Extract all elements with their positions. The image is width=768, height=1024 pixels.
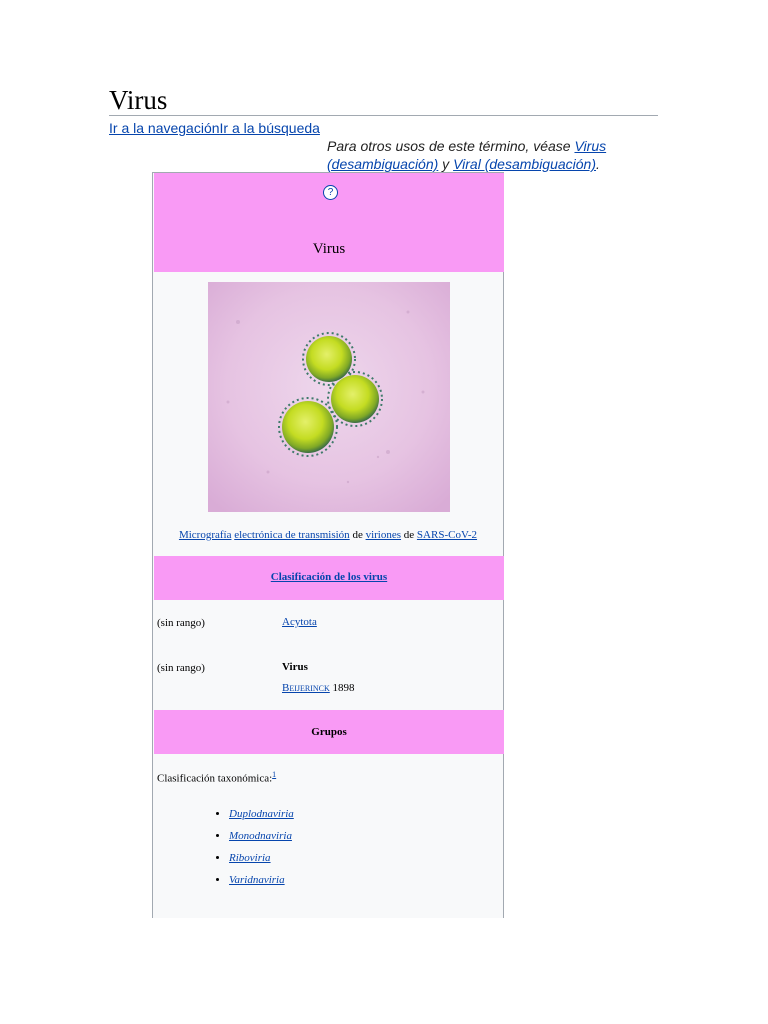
beijerinck-link[interactable]: Beijerinck <box>282 682 330 694</box>
skip-links <box>109 120 320 137</box>
virus-micrograph-icon <box>208 282 450 512</box>
groups-list <box>187 803 294 891</box>
hatnote-prefix: Para otros usos de este término, véase <box>327 138 575 154</box>
classification-header <box>154 571 504 583</box>
list-item <box>229 803 294 825</box>
virus-disambiguation-link[interactable]: Virus (desambiguación) <box>327 138 607 172</box>
skip-to-navigation-link[interactable]: Ir a la navegación <box>109 120 220 136</box>
caption-link-sars-cov-2[interactable]: SARS-CoV-2 <box>416 529 478 541</box>
page-title: Virus <box>109 85 168 115</box>
list-item <box>229 847 294 869</box>
classification-header-band <box>154 556 504 600</box>
hatnote-conjunction: y <box>438 156 454 172</box>
rank-value-1 <box>282 612 317 633</box>
authority-year: 1898 <box>329 682 355 694</box>
infobox <box>152 172 504 918</box>
rank-value-2 <box>282 657 355 699</box>
viral-disambiguation-link[interactable]: Viral (desambiguación) <box>453 156 597 172</box>
monodnaviria-link[interactable]: Monodnaviria <box>229 830 292 842</box>
caption-link-viriones[interactable]: viriones <box>365 529 402 541</box>
infobox-header-band <box>154 173 504 272</box>
caption-text-de-2: de <box>401 529 417 541</box>
list-item <box>229 825 294 847</box>
skip-to-search-link[interactable]: Ir a la búsqueda <box>219 120 320 136</box>
riboviria-link[interactable]: Riboviria <box>229 852 271 864</box>
varidnaviria-link[interactable]: Varidnaviria <box>229 874 285 886</box>
classification-header-link[interactable]: Clasificación de los virus <box>270 571 388 583</box>
caption-link-micrografia[interactable]: Micrografía <box>178 529 232 541</box>
caption-link-electronica[interactable]: electrónica de transmisión <box>234 529 350 541</box>
caption-text-de-1: de <box>349 529 366 541</box>
hatnote <box>327 137 657 173</box>
virus-taxon-name: Virus <box>282 661 308 673</box>
virus-micrograph-image[interactable] <box>208 282 450 512</box>
help-icon[interactable]: ? <box>323 185 338 200</box>
groups-header-band <box>154 710 504 754</box>
micrograph-caption <box>153 528 503 542</box>
title-divider <box>109 115 658 116</box>
taxonomy-label <box>157 770 276 785</box>
taxonomy-label-text: Clasificación taxonómica: <box>157 772 273 785</box>
list-item <box>229 869 294 891</box>
rank-label-1: (sin rango) <box>157 617 205 629</box>
reference-1-link[interactable]: 1 <box>272 770 277 779</box>
acytota-link[interactable]: Acytota <box>282 616 317 628</box>
duplodnaviria-link[interactable]: Duplodnaviria <box>229 808 294 820</box>
infobox-title: Virus <box>312 241 346 257</box>
groups-header: Grupos <box>311 726 347 738</box>
rank-label-2: (sin rango) <box>157 662 205 674</box>
hatnote-suffix: . <box>596 156 600 172</box>
